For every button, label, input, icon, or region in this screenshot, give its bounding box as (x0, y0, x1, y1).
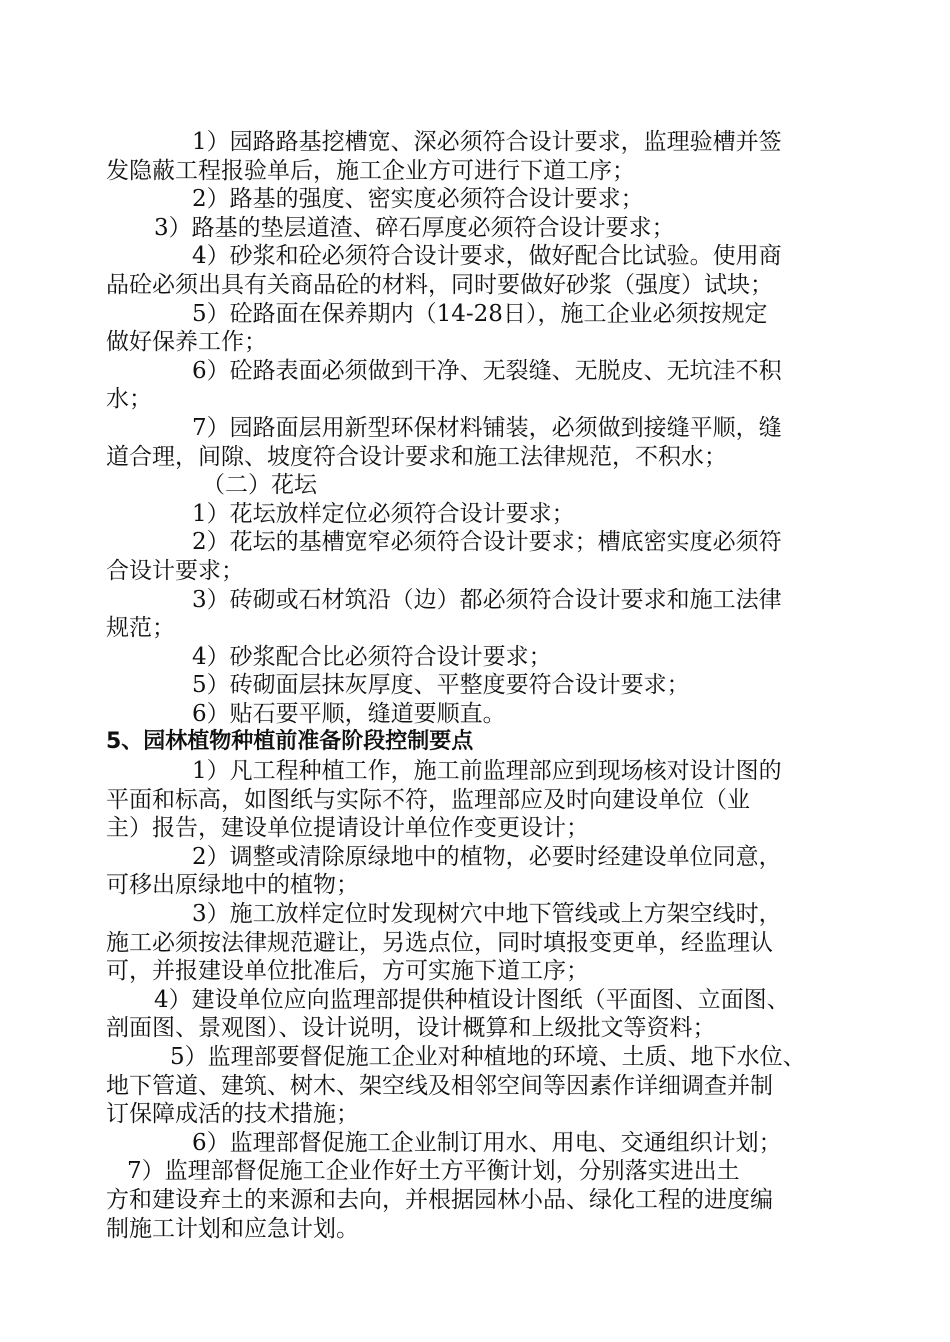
text-line: 5）砖砌面层抹灰厚度、平整度要符合设计要求； (192, 672, 690, 699)
text-line: 发隐蔽工程报验单后，施工企业方可进行下道工序； (106, 157, 635, 184)
text-line: 方和建设弃土的来源和去向，并根据园林小品、绿化工程的进度编 (106, 1186, 773, 1213)
text-line: 4）砂浆和砼必须符合设计要求，做好配合比试验。使用商 (192, 243, 782, 270)
text-line: 2）花坛的基槽宽窄必须符合设计要求；槽底密实度必须符 (192, 529, 782, 556)
text-line: 施工必须按法律规范避让，另选点位，同时填报变更单，经监理认 (106, 929, 773, 956)
text-line: 道合理，间隙、坡度符合设计要求和施工法律规范，不积水； (106, 443, 727, 470)
text-line: 地下管道、建筑、树木、架空线及相邻空间等因素作详细调查并制 (106, 1072, 773, 1099)
text-line: 7）园路面层用新型环保材料铺装，必须做到接缝平顺，缝 (192, 414, 782, 441)
text-line: 规范； (106, 615, 175, 642)
text-line: 可，并报建设单位批准后，方可实施下道工序； (106, 958, 589, 985)
text-line: 2）路基的强度、密实度必须符合设计要求； (192, 186, 644, 213)
section-heading: 5、园林植物种植前准备阶段控制要点 (106, 729, 474, 755)
text-line: 做好保养工作； (106, 329, 267, 356)
text-line: 1）花坛放样定位必须符合设计要求； (192, 500, 575, 527)
text-line: 3）砖砌或石材筑沿（边）都必须符合设计要求和施工法律 (192, 586, 782, 613)
text-line: 水； (106, 386, 152, 413)
text-line: 3）施工放样定位时发现树穴中地下管线或上方架空线时， (192, 901, 782, 928)
text-line: 1）凡工程种植工作，施工前监理部应到现场核对设计图的 (192, 758, 782, 785)
text-line: 5）监理部要督促施工企业对种植地的环境、土质、地下水位、 (170, 1044, 806, 1070)
text-line: 合设计要求； (106, 557, 244, 584)
text-line: 6）贴石要平顺，缝道要顺直。 (192, 700, 506, 727)
text-line: 品砼必须出具有关商品砼的材料，同时要做好砂浆（强度）试块； (106, 271, 773, 298)
text-line: 3）路基的垫层道渣、碎石厚度必须符合设计要求； (154, 214, 675, 241)
text-line: 4）砂浆配合比必须符合设计要求； (192, 643, 552, 670)
document-body (106, 128, 846, 1243)
text-line: 4）建设单位应向监理部提供种植设计图纸（平面图、立面图、 (154, 986, 790, 1013)
text-line: 订保障成活的技术措施； (106, 1101, 359, 1128)
text-line: 2）调整或清除原绿地中的植物，必要时经建设单位同意， (192, 843, 782, 870)
text-line: 7）监理部督促施工企业作好土方平衡计划，分别落实进出土 (127, 1158, 740, 1185)
text-line: 1）园路路基挖槽宽、深必须符合设计要求，监理验槽并签 (192, 129, 782, 155)
text-line: 平面和标高，如图纸与实际不符，监理部应及时向建设单位（业 (106, 786, 750, 813)
text-line: 剖面图、景观图）、设计说明，设计概算和上级批文等资料； (106, 1015, 716, 1042)
text-line: 可移出原绿地中的植物； (106, 872, 359, 899)
text-line: 5）砼路面在保养期内（14-28日），施工企业必须按规定 (192, 300, 768, 327)
text-line: （二）花坛 (202, 472, 317, 499)
text-line: 6）砼路表面必须做到干净、无裂缝、无脱皮、无坑洼不积 (192, 357, 782, 384)
text-line: 6）监理部督促施工企业制订用水、用电、交通组织计划； (192, 1129, 782, 1156)
text-line: 制施工计划和应急计划。 (106, 1215, 359, 1242)
text-line: 主）报告，建设单位提请设计单位作变更设计； (106, 815, 589, 842)
